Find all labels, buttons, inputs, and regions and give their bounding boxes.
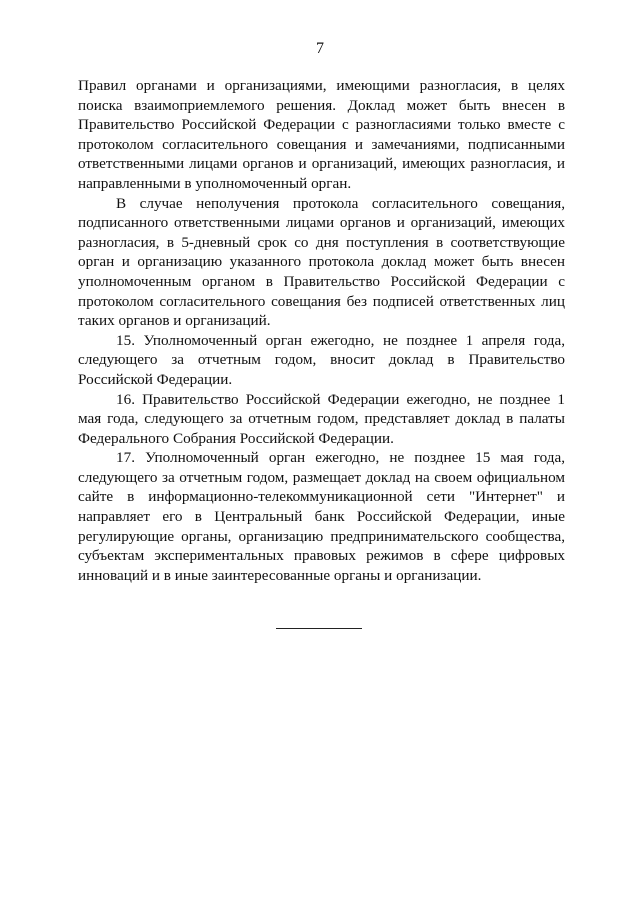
paragraph-item-16: 16. Правительство Российской Федерации ежегодно, не позднее 1 мая года, следующего за отчетным годом, представляет доклад в палаты Федерального Собрания Российской Федерации. (78, 390, 565, 447)
paragraph-continuation: Правил органами и организациями, имеющими разногласия, в целях поиска взаимоприемлемого решения. Доклад может быть внесен в Правительство Российской Федерации с разногласиями только вместе с протоколом согласительного совещания и замечаниями, подписанными ответственными лицами органов и организаций, имеющих разногласия, и направленными в уполномоченный орган. (78, 77, 565, 192)
page-number: 7 (316, 40, 324, 57)
paragraph-item-15: 15. Уполномоченный орган ежегодно, не позднее 1 апреля года, следующего за отчетным годом, вносит доклад в Правительство Российской Федерации. (78, 331, 565, 388)
document-body (78, 76, 565, 585)
paragraph-item-17: 17. Уполномоченный орган ежегодно, не позднее 15 мая года, следующего за отчетным годом, размещает доклад на своем официальном сайте в информационно-телекоммуникационной сети "Интернет" и направляет его в Центральный банк Российской Федерации, иные регулирующие органы, организацию предпринимательского сообщества, субъектам экспериментальных правовых режимов в сфере цифровых инноваций и в иные заинтересованные органы и организации. (78, 449, 565, 584)
paragraph-no-protocol: В случае неполучения протокола согласительного совещания, подписанного ответственными лицами органов и организаций, имеющих разногласия, в 5-дневный срок со дня поступления в соответствующие орган и организацию указанного протокола доклад может быть внесен уполномоченным органом в Правительство Российской Федерации с протоколом согласительного совещания без подписей ответственных лиц таких органов и организаций. (78, 194, 565, 330)
end-of-document-rule (276, 628, 362, 629)
